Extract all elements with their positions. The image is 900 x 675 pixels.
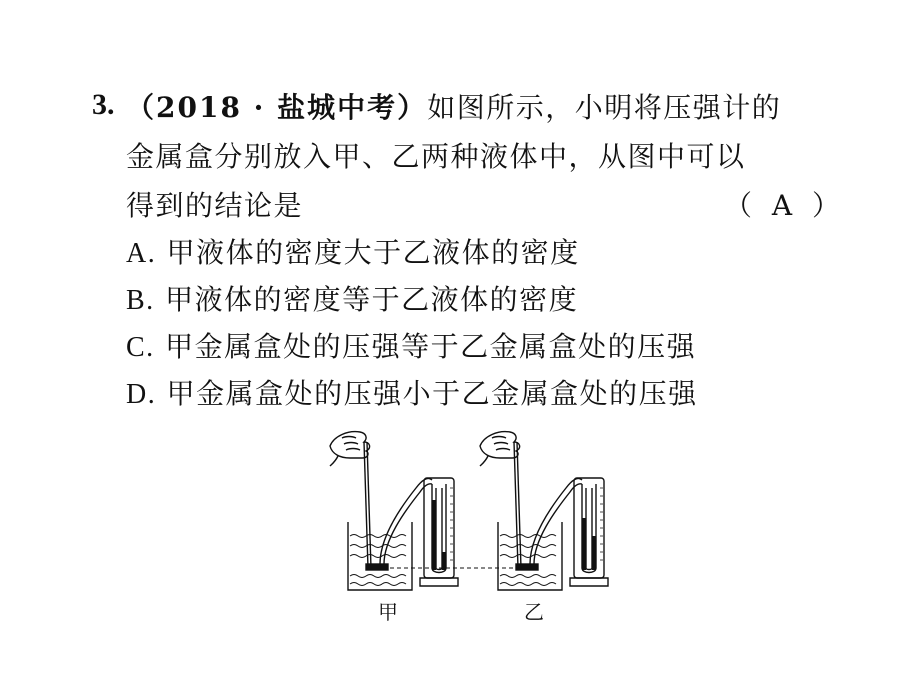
answer-close: ） <box>811 189 842 222</box>
stem-text-1: 如图所示，小明将压强计的 <box>427 91 782 124</box>
option-a <box>126 233 580 274</box>
question-stem-line-2 <box>126 137 746 177</box>
option-d-text: 甲金属盒处的压强小于乙金属盒处的压强 <box>166 377 698 410</box>
option-b <box>126 280 578 321</box>
stem-text-3: 得到的结论是 <box>126 189 304 222</box>
u-tube-left <box>420 478 458 586</box>
option-d <box>126 374 698 415</box>
pressure-gauge-figure <box>320 418 620 598</box>
metal-box-right <box>516 564 538 570</box>
setup-right <box>480 432 608 590</box>
question-number: 3. <box>92 88 115 121</box>
option-d-label: D. <box>126 379 157 410</box>
option-b-text: 甲液体的密度等于乙液体的密度 <box>165 283 579 316</box>
option-c-text: 甲金属盒处的压强等于乙金属盒处的压强 <box>165 330 697 363</box>
u-tube-right <box>570 478 608 586</box>
answer-bracket <box>724 186 842 226</box>
question-stem-line-3 <box>126 186 303 226</box>
option-c-label: C. <box>126 332 155 363</box>
option-b-label: B. <box>126 285 155 316</box>
answer-open: （ <box>723 189 754 222</box>
question-stem-line-1 <box>126 88 781 128</box>
figure-label-right: 乙 <box>524 600 544 624</box>
answer-letter: A <box>771 189 795 222</box>
metal-box-left <box>366 564 388 570</box>
setup-left <box>330 432 458 590</box>
stem-text-2: 金属盒分别放入甲、乙两种液体中，从图中可以 <box>126 140 746 173</box>
option-a-label: A. <box>126 238 157 269</box>
option-a-text: 甲液体的密度大于乙液体的密度 <box>166 236 580 269</box>
question-source: （2018 · 盐城中考） <box>126 91 428 124</box>
figure-label-left: 甲 <box>378 600 398 624</box>
option-c <box>126 327 696 368</box>
